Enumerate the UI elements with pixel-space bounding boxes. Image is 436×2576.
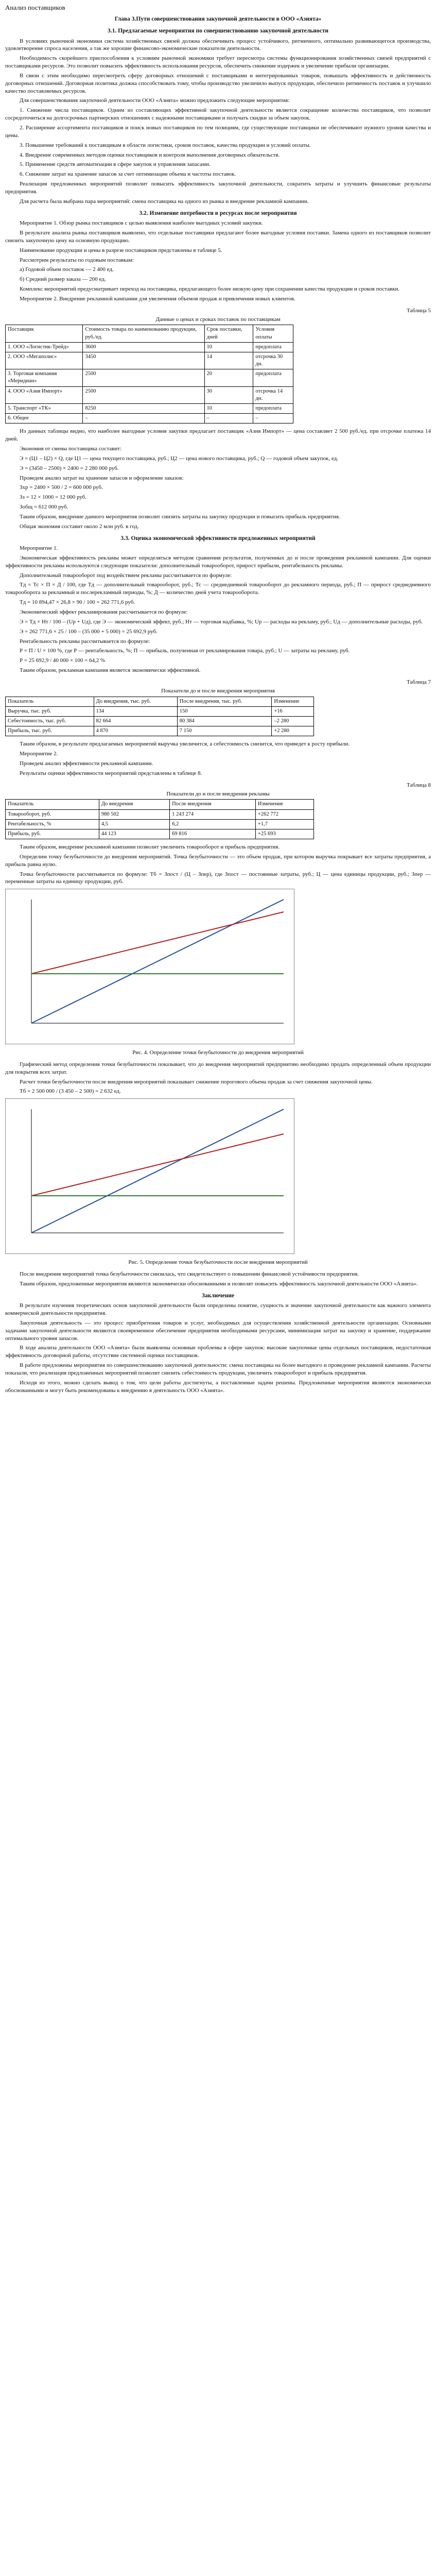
table-cell: – bbox=[253, 414, 293, 423]
paragraph: Э = Тд × Нт / 100 – (Up + Uд), где Э — экономический эффект, руб.; Нт — торговая надбавка, %; Up — расходы на рекламу, руб.; Uд — дополнительные расходы, руб. bbox=[20, 618, 423, 625]
table-cell: 82 664 bbox=[94, 716, 177, 726]
series-line-2 bbox=[31, 1134, 284, 1196]
table-5-caption: Таблица 5 bbox=[406, 307, 431, 314]
paragraph: а) Годовой объем поставок — 2 400 ед. bbox=[20, 266, 114, 273]
table-cell: 20 bbox=[204, 369, 253, 386]
paragraph: Таким образом, в результате предлагаемых мероприятий выручка увеличится, а себестоимость снизится, что приведет к росту прибыли. bbox=[20, 741, 350, 748]
break-even-chart-before bbox=[5, 889, 294, 1044]
paragraph: Мероприятие 1. bbox=[20, 545, 58, 552]
table-header-row bbox=[6, 325, 293, 342]
table-cell: 10 bbox=[204, 342, 253, 352]
table-cell: 10 bbox=[204, 403, 253, 413]
paragraph: Из данных таблицы видно, что наиболее выгодные условия закупки предлагает поставщик «Азия Импорт» — цена составляет 2 500 руб./ед. при отсрочке платежа 14 дней. bbox=[5, 428, 431, 443]
paragraph: Экономическая эффективность рекламы может определяться методом сравнения результатов, полученных до и после проведения рекламной кампании. Для оценки эффективности рекламы используются следующие показатели: дополнительный товарооборот, прирост прибыли, рентабельность рекламы. bbox=[5, 554, 431, 569]
paragraph: В работе предложены мероприятия по совершенствованию закупочной деятельности: смена поставщика на более выгодного и проведение рекламной кампании. Расчеты показали, что реализация предложенных мероприятий позволит снизить себестоимость продукции, увеличить товарооборот и прибыль предприятия. bbox=[5, 1362, 431, 1376]
after-table-7 bbox=[5, 740, 431, 777]
break-even-chart-after bbox=[5, 1098, 294, 1254]
table-cell: 4 870 bbox=[94, 726, 177, 736]
paragraph: Расчет точки безубыточности после внедрения мероприятий показывает снижение порогового объема продаж за счет снижения закупочной цены. bbox=[20, 1078, 373, 1085]
paragraph: В связи с этим необходимо пересмотреть сферу договорных отношений с поставщиками и интегрированных товаров, повышать эффективность и действенность договорных отношений. Договорная политика должна способствовать тому, чтобы производство увеличило выпуск продукции, обеспечило ритмичность поставок и улучшило качество поставляемых ресурсов. bbox=[5, 72, 431, 94]
table-cell: Себестоимость, тыс. руб. bbox=[6, 716, 94, 726]
table-cell: 6. Общее bbox=[6, 414, 83, 423]
paragraph: Для расчета была выбрана пара мероприятий: смена поставщика на одного из рынка и внедрение рекламной кампании. bbox=[20, 198, 309, 205]
table-cell: 150 bbox=[177, 706, 272, 716]
paragraph: Мероприятие 1. Обзор рынка поставщиков с целью выявления наиболее выгодных условий закупки. bbox=[20, 220, 263, 227]
paragraph: Для совершенствования закупочной деятельности ООО «Азията» можно предложить следующие мероприятия: bbox=[20, 97, 290, 104]
table-cell: Выручка, тыс. руб. bbox=[6, 706, 94, 716]
section-3-2-heading: 3.2. Изменение потребности в ресурсах после мероприятия bbox=[139, 210, 297, 216]
table-cell: Прибыль, руб. bbox=[6, 829, 99, 839]
table-row bbox=[6, 716, 314, 726]
table-cell: – bbox=[83, 414, 204, 423]
table-header-cell: После внедрения bbox=[170, 800, 256, 809]
paragraph: Экономия от смены поставщика составит: bbox=[20, 445, 122, 452]
table-row bbox=[6, 726, 314, 736]
table-cell: +16 bbox=[272, 706, 314, 716]
paragraph: В результате изучения теоретических основ закупочной деятельности были определены понятие, сущность и значение закупочной деятельности как важного элемента коммерческой деятельности предприятия. bbox=[5, 1302, 431, 1317]
table-header-row bbox=[6, 697, 314, 706]
table-header-row bbox=[6, 800, 314, 809]
paragraph: В условиях рыночной экономики система хозяйственных связей должна обеспечивать процесс устойчивого, ритмичного, оптимально развивающегося производства, удовлетворение спроса населения, а так же хорошие финансово-экономические показатели деятельности. bbox=[5, 38, 431, 52]
paragraph: Зхр = 2400 × 500 / 2 = 600 000 руб. bbox=[20, 484, 103, 491]
paragraph: 4. Внедрение современных методов оценки поставщиков и контроля выполнения договорных обязательств. bbox=[20, 151, 280, 158]
table-cell: отсрочка 30 дн. bbox=[253, 352, 293, 369]
table-row bbox=[6, 342, 293, 352]
table-row bbox=[6, 369, 293, 386]
paragraph: Необходимость скорейшего приспособления к условиям рыночной экономики требует пересмотра системы функционирования хозяйственных связей предприятий с поставщиками ресурсов. Это позволит повысить эффективность использования ресурсов, обеспечить снижение издержек и увеличение прибыли организации. bbox=[5, 55, 431, 70]
paragraph: Мероприятие 2. Внедрение рекламной кампании для увеличения объемов продаж и привлечения новых клиентов. bbox=[20, 295, 295, 302]
table-cell: 5. Транспорт «ТК» bbox=[6, 403, 83, 413]
table-cell: 44 123 bbox=[99, 829, 169, 839]
paragraph: Проведем анализ затрат на хранение запасов и оформление заказов: bbox=[20, 474, 184, 481]
table-cell: 2. ООО «Мегаполис» bbox=[6, 352, 83, 369]
paragraph: Наименование продукции и цены в разрезе поставщиков представлены в таблице 5. bbox=[20, 247, 222, 253]
conclusion-body bbox=[5, 1302, 431, 1394]
table-cell: 4,5 bbox=[99, 819, 169, 829]
table-cell: 8250 bbox=[83, 403, 204, 413]
table-header-cell: Стоимость товара по наименованию продукции, руб./ед. bbox=[83, 325, 204, 342]
paragraph: Дополнительный товарооборот под воздействием рекламы рассчитывается по формуле: bbox=[20, 572, 232, 579]
table-header-cell: Показатель bbox=[6, 800, 99, 809]
paragraph: Р = 25 692,9 / 40 000 × 100 = 64,2 % bbox=[20, 657, 106, 664]
paragraph: Определим точку безубыточности до внедрения мероприятий. Точка безубыточности — это объем продаж, при котором выручка покрывает все затраты предприятия, а прибыль равна нулю. bbox=[5, 853, 431, 868]
table-row bbox=[6, 352, 293, 369]
table-8-caption: Таблица 8 bbox=[406, 782, 431, 788]
after-figure-4 bbox=[5, 1061, 431, 1095]
table-cell: Рентабельность, % bbox=[6, 819, 99, 829]
table-cell: 3450 bbox=[83, 352, 204, 369]
table-cell: +25 693 bbox=[255, 829, 313, 839]
table-8-title: Показатели до и после внедрения рекламы bbox=[166, 790, 270, 797]
table-header-cell: Срок поставки, дней bbox=[204, 325, 253, 342]
figure-5 bbox=[5, 1098, 431, 1257]
table-row bbox=[6, 819, 314, 829]
chapter-heading: Глава 3.Пути совершенствования закупочной деятельности в ООО «Азията» bbox=[114, 15, 322, 22]
after-table-8 bbox=[5, 843, 431, 886]
table-cell: +2 280 bbox=[272, 726, 314, 736]
table-cell: 30 bbox=[204, 386, 253, 403]
table-header-cell: Изменение bbox=[272, 697, 314, 706]
paragraph: Исходя из этого, можно сделать вывод о том, что цели работы достигнуты, а поставленные задачи решены. Предложенные мероприятия являются экономически обоснованными и могут быть рекомендованы к внедрению в деятельность ООО «Азията». bbox=[5, 1379, 431, 1394]
table-row bbox=[6, 706, 314, 716]
intro-section bbox=[5, 38, 431, 206]
table-cell: 6,2 bbox=[170, 819, 256, 829]
paragraph: Закупочная деятельность — это процесс приобретения товаров и услуг, необходимых для осуществления хозяйственной деятельности организации. Основными задачами закупочной деятельности являются своевременное обеспечение предприятия необходимыми ресурсами, минимизация затрат на закупку и хранение, поддержание оптимального уровня запасов. bbox=[5, 1319, 431, 1342]
paragraph: Мероприятие 2. bbox=[20, 751, 58, 757]
paragraph: Рассмотрим результаты по годовым поставкам: bbox=[20, 257, 134, 263]
table-cell: 69 816 bbox=[170, 829, 256, 839]
table-cell: 4. ООО «Азия Импорт» bbox=[6, 386, 83, 403]
paragraph: Графический метод определения точки безубыточности показывает, что до внедрения мероприятий предприятию необходимо продать определенный объем продукции для покрытия всех затрат. bbox=[5, 1061, 431, 1075]
after-table-5 bbox=[5, 428, 431, 530]
table-cell: 2500 bbox=[83, 386, 204, 403]
section-3-3-heading: 3.3. Оценка экономической эффективности предложенных мероприятий bbox=[120, 535, 316, 541]
table-cell: отсрочка 14 дн. bbox=[253, 386, 293, 403]
table-5-title: Данные о ценах и сроках поставок по поставщикам bbox=[155, 316, 281, 323]
table-cell: 7 150 bbox=[177, 726, 272, 736]
table-7-title: Показатели до и после внедрения мероприятия bbox=[161, 687, 275, 694]
paragraph: В результате анализа рынка поставщиков выявлено, что отдельные поставщики предлагают более выгодные условия поставки. Замена одного из поставщиков позволит снизить закупочную цену на основную продукцию. bbox=[5, 229, 431, 244]
table-cell: +1,7 bbox=[255, 819, 313, 829]
paragraph: 6. Снижение затрат на хранение запасов за счет оптимизации объема и частоты поставок. bbox=[20, 171, 236, 178]
paragraph: Реализация предложенных мероприятий позволит повысить эффективность закупочной деятельности, сократить затраты и улучшить финансовые результаты предприятия. bbox=[5, 181, 431, 195]
paragraph: Р = П / U × 100 %, где Р — рентабельность, %; П — прибыль, полученная от рекламирования товара, руб.; U — затраты на рекламу, руб. bbox=[20, 648, 350, 654]
paragraph: Точка безубыточности рассчитывается по формуле: Тб = Зпост / (Ц – Зпер), где Зпост — постоянные затраты, руб.; Ц — цена единицы продукции, руб.; Зпер — переменные затраты на единицу продукции, руб. bbox=[5, 871, 431, 885]
series-line-1 bbox=[31, 1109, 284, 1233]
table-header-cell: Изменение bbox=[255, 800, 313, 809]
conclusion-heading: Заключение bbox=[201, 1292, 235, 1299]
paragraph: Э = 262 771,6 × 25 / 100 – (35 000 + 5 000) = 25 692,9 руб. bbox=[20, 628, 158, 635]
paragraph: Комплекс мероприятий предусматривает переход на поставщика, предлагающего более низкую цену при сохранении качества продукции и сроков поставки. bbox=[20, 286, 400, 293]
paragraph: Зз = 12 × 1000 = 12 000 руб. bbox=[20, 494, 87, 501]
section-3-1-heading: 3.1. Предлагаемые мероприятия по совершенствованию закупочной деятельности bbox=[107, 28, 329, 35]
paragraph: б) Средний размер заказа — 200 ед. bbox=[20, 276, 106, 283]
paragraph: Таким образом, внедрение данного мероприятия позволит снизить затраты на закупку продукции и повысить прибыль предприятия. bbox=[20, 513, 340, 520]
table-cell: +262 772 bbox=[255, 809, 313, 819]
table-cell: 1. ООО «Логистик-Трейд» bbox=[6, 342, 83, 352]
paragraph: Э = (3450 – 2500) × 2400 = 2 280 000 руб. bbox=[20, 465, 119, 471]
table-header-cell: До внедрения, тыс. руб. bbox=[94, 697, 177, 706]
figure-4 bbox=[5, 889, 431, 1047]
table-header-cell: Показатель bbox=[6, 697, 94, 706]
table-header-cell: После внедрения, тыс. руб. bbox=[177, 697, 272, 706]
table-5 bbox=[5, 325, 293, 423]
table-cell: Товарооборот, руб. bbox=[6, 809, 99, 819]
paragraph: Экономический эффект рекламирования рассчитывается по формуле: bbox=[20, 609, 188, 615]
series-line-2 bbox=[31, 912, 284, 974]
paragraph: После внедрения мероприятий точка безубыточности снизилась, что свидетельствует о повышении финансовой устойчивости предприятия. bbox=[20, 1271, 359, 1277]
page-title: Анализ поставщиков bbox=[5, 4, 65, 11]
paragraph: 2. Расширение ассортимента поставщиков и поиск новых поставщиков по тем позициям, где существующие поставщики не обеспечивают нужного уровня качества и цены. bbox=[5, 125, 431, 139]
table-cell: 2500 bbox=[83, 369, 204, 386]
table-row bbox=[6, 829, 314, 839]
table-header-cell: Условия оплаты bbox=[253, 325, 293, 342]
table-8 bbox=[5, 799, 314, 839]
figure-5-caption: Рис. 5. Определение точки безубыточности после внедрения мероприятий bbox=[128, 1259, 308, 1266]
paragraph: Тб = 2 500 000 / (3 450 – 2 500) = 2 632 ед. bbox=[20, 1088, 121, 1095]
table-row bbox=[6, 386, 293, 403]
page-bottom-space bbox=[5, 1396, 431, 2324]
paragraph: Таким образом, предложенные мероприятия являются экономически обоснованными и позволят повысить эффективность закупочной деятельности ООО «Азията». bbox=[20, 1280, 418, 1287]
paragraph: Проведем анализ эффективности рекламной кампании. bbox=[20, 760, 153, 767]
table-cell: предоплата bbox=[253, 369, 293, 386]
series-line-1 bbox=[31, 900, 284, 1023]
table-cell: –2 280 bbox=[272, 716, 314, 726]
paragraph: Э = (Ц1 – Ц2) × Q, где Ц1 — цена текущего поставщика, руб.; Ц2 — цена нового поставщика, руб.; Q — годовой объем закупок, ед. bbox=[20, 455, 338, 462]
figure-4-caption: Рис. 4. Определение точки безубыточности до внедрения мероприятий bbox=[132, 1049, 304, 1056]
table-cell: 14 bbox=[204, 352, 253, 369]
table-row bbox=[6, 809, 314, 819]
paragraph: Тд = Тс × П × Д / 100, где Тд — дополнительный товарооборот, руб.; Тс — среднедневной товарооборот до рекламного периода, руб.; П — прирост среднедневного товарооборота за рекламный и послерекламный периоды, %; Д — количество дней учета товарооборота. bbox=[5, 582, 431, 596]
paragraph: Тд = 10 894,47 × 26,8 × 90 / 100 = 262 771,6 руб. bbox=[20, 599, 135, 606]
table-7-caption: Таблица 7 bbox=[406, 679, 431, 685]
paragraph: Зобщ = 612 000 руб. bbox=[20, 504, 68, 511]
paragraph: 3. Повышение требований к поставщикам в области логистики, сроков поставок, качества продукции и условий оплаты. bbox=[20, 142, 311, 148]
table-row bbox=[6, 403, 293, 413]
table-cell: предоплата bbox=[253, 403, 293, 413]
table-cell: 1 243 274 bbox=[170, 809, 256, 819]
table-cell: 3. Торговая компания «Меридиан» bbox=[6, 369, 83, 386]
table-7 bbox=[5, 697, 314, 737]
paragraph: Таким образом, внедрение рекламной кампании позволит увеличить товарооборот и прибыль предприятия. bbox=[20, 844, 280, 851]
table-cell: 3600 bbox=[83, 342, 204, 352]
after-figure-5 bbox=[5, 1270, 431, 1288]
table-cell: 80 384 bbox=[177, 716, 272, 726]
table-header-cell: Поставщик bbox=[6, 325, 83, 342]
table-cell: – bbox=[204, 414, 253, 423]
paragraph: Общая экономия составит около 2 млн руб. в год. bbox=[20, 523, 139, 530]
paragraph: Результаты оценки эффективности мероприятий представлены в таблице 8. bbox=[20, 770, 202, 776]
table-cell: 980 502 bbox=[99, 809, 169, 819]
table-cell: предоплата bbox=[253, 342, 293, 352]
section-3-3-body bbox=[5, 545, 431, 674]
table-header-cell: До внедрения bbox=[99, 800, 169, 809]
section-3-2-body bbox=[5, 219, 431, 303]
paragraph: 5. Применение средств автоматизации в сфере закупок и управления запасами. bbox=[20, 161, 211, 168]
paragraph: В ходе анализа деятельности ООО «Азията» были выявлены основные проблемы в сфере закупок: высокие закупочные цены отдельных поставщиков, недостаточная эффективность договорной работы, отсутствие системной оценки поставщиков. bbox=[5, 1345, 431, 1359]
table-cell: 134 bbox=[94, 706, 177, 716]
paragraph: Рентабельность рекламы рассчитывается по формуле: bbox=[20, 638, 150, 645]
table-cell: Прибыль, тыс. руб. bbox=[6, 726, 94, 736]
paragraph: Таким образом, рекламная кампания является экономически эффективной. bbox=[20, 667, 201, 674]
paragraph: 1. Снижение числа поставщиков. Одним из составляющих эффективной закупочной деятельности является сокращение количества поставщиков, что позволит сосредоточиться на долгосрочных партнерских отношениях с надежными поставщиками и получать скидки за объем закупок. bbox=[5, 107, 431, 122]
table-row bbox=[6, 414, 293, 423]
